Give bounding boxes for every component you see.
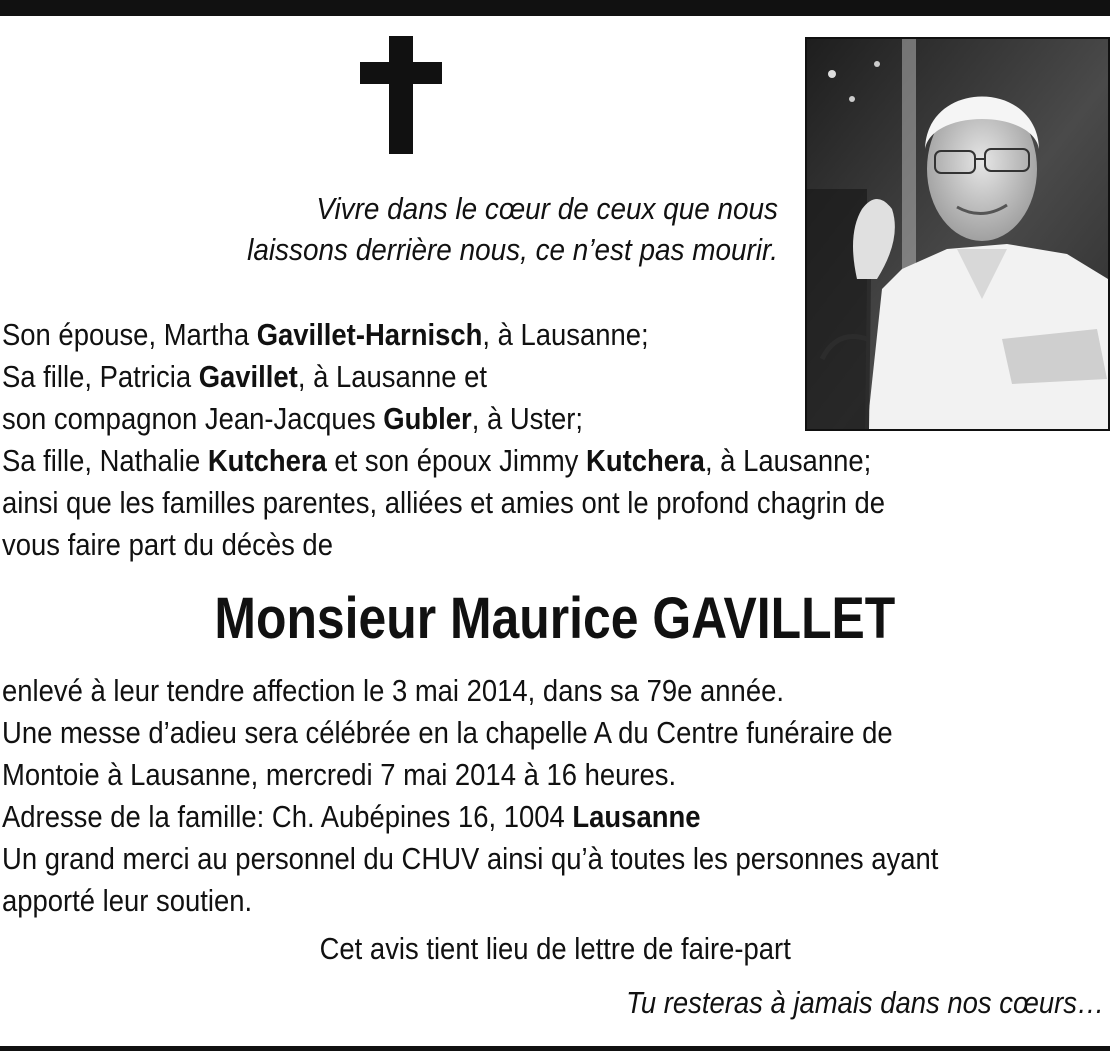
details-line: enlevé à leur tendre affection le 3 mai 2014, dans sa 79e année. <box>2 673 784 708</box>
family-announcement <box>2 314 885 566</box>
deceased-name: Monsieur Maurice GAVILLET <box>214 586 896 651</box>
family-line: ainsi que les familles parentes, alliées et amies ont le profond chagrin de <box>2 485 886 520</box>
family-line: Son épouse, Martha Gavillet-Harnisch, à Lausanne; <box>2 317 649 352</box>
closing-line: Tu resteras à jamais dans nos cœurs… <box>625 985 1104 1020</box>
funeral-details <box>2 670 938 922</box>
family-line: Sa fille, Patricia Gavillet, à Lausanne et <box>2 359 487 394</box>
details-line: Montoie à Lausanne, mercredi 7 mai 2014 à 16 heures. <box>2 757 677 792</box>
quote-line: Vivre dans le cœur de ceux que nous <box>316 191 778 226</box>
details-line: Adresse de la famille: Ch. Aubépines 16, 1004 Lausanne <box>2 799 701 834</box>
family-line: vous faire part du décès de <box>2 527 333 562</box>
quote-line: laissons derrière nous, ce n’est pas mourir. <box>247 232 778 267</box>
family-line: Sa fille, Nathalie Kutchera et son époux Jimmy Kutchera, à Lausanne; <box>2 443 872 478</box>
notice-line: Cet avis tient lieu de lettre de faire-part <box>319 931 791 966</box>
cross-icon <box>360 36 442 154</box>
epitaph-quote <box>168 188 778 270</box>
bottom-rule <box>0 1046 1110 1051</box>
family-line: son compagnon Jean-Jacques Gubler, à Uster; <box>2 401 584 436</box>
details-line: Un grand merci au personnel du CHUV ainsi qu’à toutes les personnes ayant <box>2 841 939 876</box>
top-rule <box>0 0 1110 16</box>
details-line: apporté leur soutien. <box>2 883 253 918</box>
details-line: Une messe d’adieu sera célébrée en la chapelle A du Centre funéraire de <box>2 715 893 750</box>
